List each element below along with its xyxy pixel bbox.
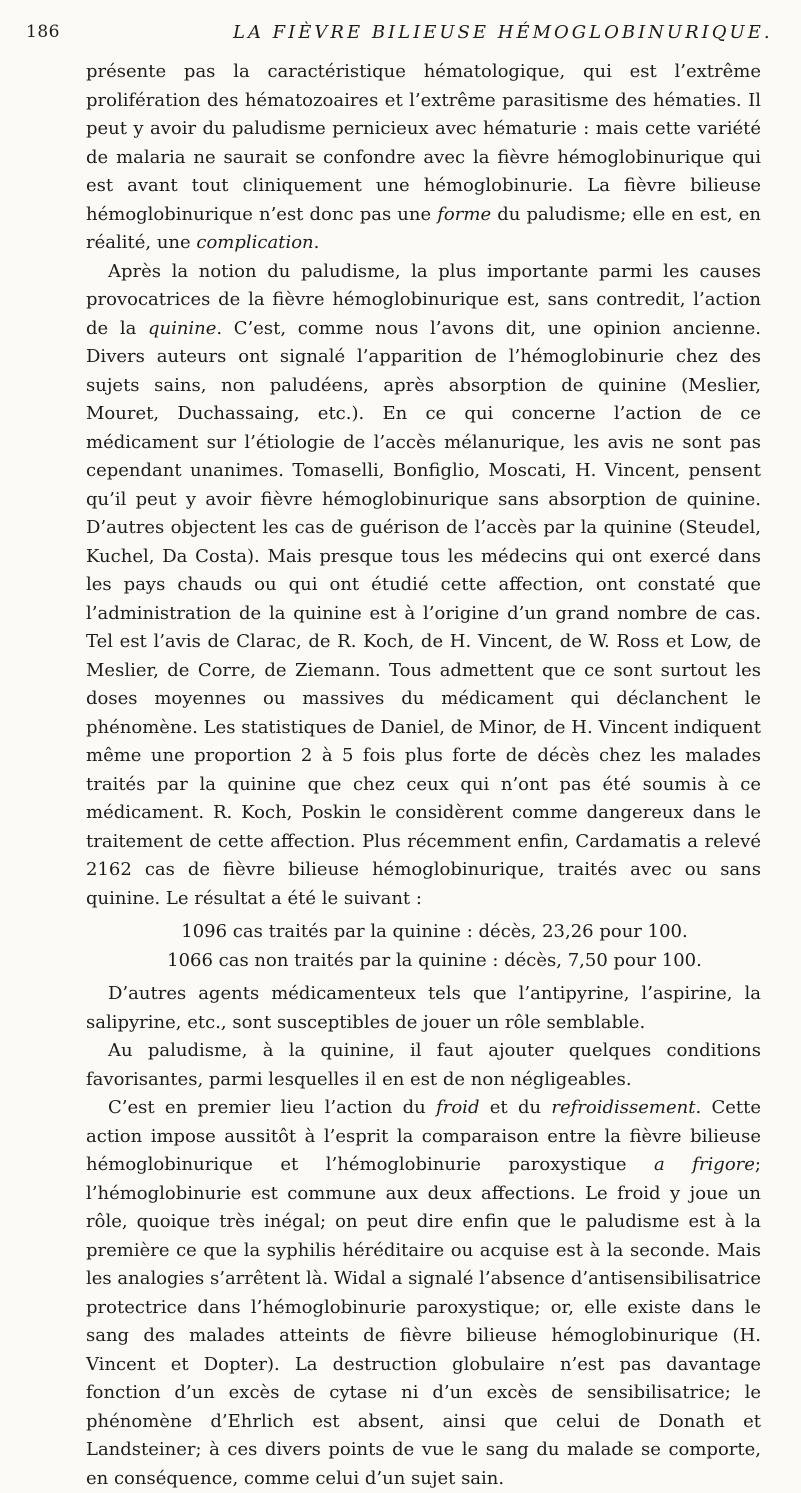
- body-text: [86, 58, 761, 1493]
- paragraph: [86, 1094, 761, 1493]
- text-run: C’est en premier lieu l’action du: [108, 1097, 437, 1118]
- paragraph: [86, 980, 761, 1037]
- text-run: .: [313, 232, 320, 253]
- text-run: . Cette action impose aussitôt à l’esprit la comparaison entre la fièvre bilieuse hémoglobinurique et l’hémoglobinurie paroxystique: [86, 1097, 761, 1175]
- paragraph: [86, 1037, 761, 1094]
- page-header: [26, 16, 773, 48]
- text-run: Au paludisme, à la quinine, il faut ajouter quelques conditions favorisantes, parmi lesquelles il en est de non négligeables.: [86, 1040, 761, 1090]
- emphasized-text: a frigore: [654, 1154, 755, 1175]
- text-run: présente pas la caractéristique hématologique, qui est l’extrême prolifération des hématozoaires et l’extrême parasitisme des hématies. Il peut y avoir du paludisme pernicieux avec hématurie : mais cette variété de malaria ne saurait se confondre avec la fièvre hémoglobinurique qui est avant tout cliniquement une hémoglobinurie. La fièvre bilieuse hémoglobinurique n’est donc pas une: [86, 61, 761, 225]
- text-run: ; l’hémoglobinurie est commune aux deux affections. Le froid y joue un rôle, quoique très inégal; on peut dire enfin que le paludisme est à la première ce que la syphilis héréditaire ou acquise est à la seconde. Mais les analogies s’arrêtent là. Widal a signalé l’absence d’antisensibilisatrice protectrice dans l’hémoglobinurie paroxystique; or, elle existe dans le sang des malades atteints de fièvre bilieuse hémoglobinurique (H. Vincent et Dopter). La destruction globulaire n’est pas davantage fonction d’un excès de cytase ni d’un excès de sensibilisatrice; le phénomène d’Ehrlich est absent, ainsi que celui de Donath et Landsteiner; à ces divers points de vue le sang du malade se comporte, en conséquence, comme celui d’un sujet sain.: [86, 1154, 761, 1489]
- emphasized-text: forme: [437, 203, 492, 225]
- text-run: . C’est, comme nous l’avons dit, une opinion ancienne. Divers auteurs ont signalé l’apparition de l’hémoglobinurie chez des sujets sains, non paludéens, après absorption de quinine (Meslier, Mouret, Duchassaing, etc.). En ce qui concerne l’action de ce médicament sur l’étiologie de l’accès mélanurique, les avis ne sont pas cependant unanimes. Tomaselli, Bonfiglio, Moscati, H. Vincent, pensent qu’il peut y avoir fièvre hémoglobinurique sans absorption de quinine. D’autres objectent les cas de guérison de l’accès par la quinine (Steudel, Kuchel, Da Costa). Mais presque tous les médecins qui ont exercé dans les pays chauds ou qui ont étudié cette affection, ont constaté que l’administration de la quinine est à l’origine d’un grand nombre de cas. Tel est l’avis de Clarac, de R. Koch, de H. Vincent, de W. Ross et Low, de Meslier, de Corre, de Ziemann. Tous admettent que ce sont surtout les doses moyennes ou massives du médicament qui déclanchent le phénomène. Les statistiques de Daniel, de Minor, de H. Vincent indiquent même une proportion 2 à 5 fois plus forte de décès chez les malades traités par la quinine que chez ceux qui n’ont pas été soumis à ce médicament. R. Koch, Poskin le considèrent comme dangereux dans le traitement de cette affection. Plus récemment enfin, Cardamatis a relevé 2162 cas de fièvre bilieuse hémoglobinurique, traités avec ou sans quinine. Le résultat a été le suivant :: [86, 317, 761, 909]
- text-run: du paludisme; elle en est, en réalité, une: [86, 203, 761, 253]
- emphasized-text: complication: [196, 232, 314, 253]
- text-run: Après la notion du paludisme, la plus importante parmi les causes provocatrices de la fièvre hémoglobinurique est, sans contredit, l’action de la: [86, 260, 761, 339]
- emphasized-text: quinine: [147, 317, 217, 339]
- statistic-line: 1066 cas non traités par la quinine : décès, 7,50 pour 100.: [167, 949, 702, 971]
- statistic-line: 1096 cas traités par la quinine : décès, 23,26 pour 100.: [181, 921, 688, 942]
- text-run: et du: [479, 1097, 552, 1118]
- statistics-block: [86, 918, 761, 975]
- emphasized-text: froid: [436, 1097, 480, 1118]
- paragraph: [86, 58, 761, 258]
- paragraph: [86, 258, 761, 914]
- page-number: 186: [26, 22, 60, 42]
- emphasized-text: refroidissement: [551, 1097, 696, 1118]
- running-title: LA FIÈVRE BILIEUSE HÉMOGLOBINURIQUE.: [233, 22, 773, 43]
- text-run: D’autres agents médicamenteux tels que l’antipyrine, l’aspirine, la salipyrine, etc., sont susceptibles de jouer un rôle semblable.: [86, 983, 761, 1033]
